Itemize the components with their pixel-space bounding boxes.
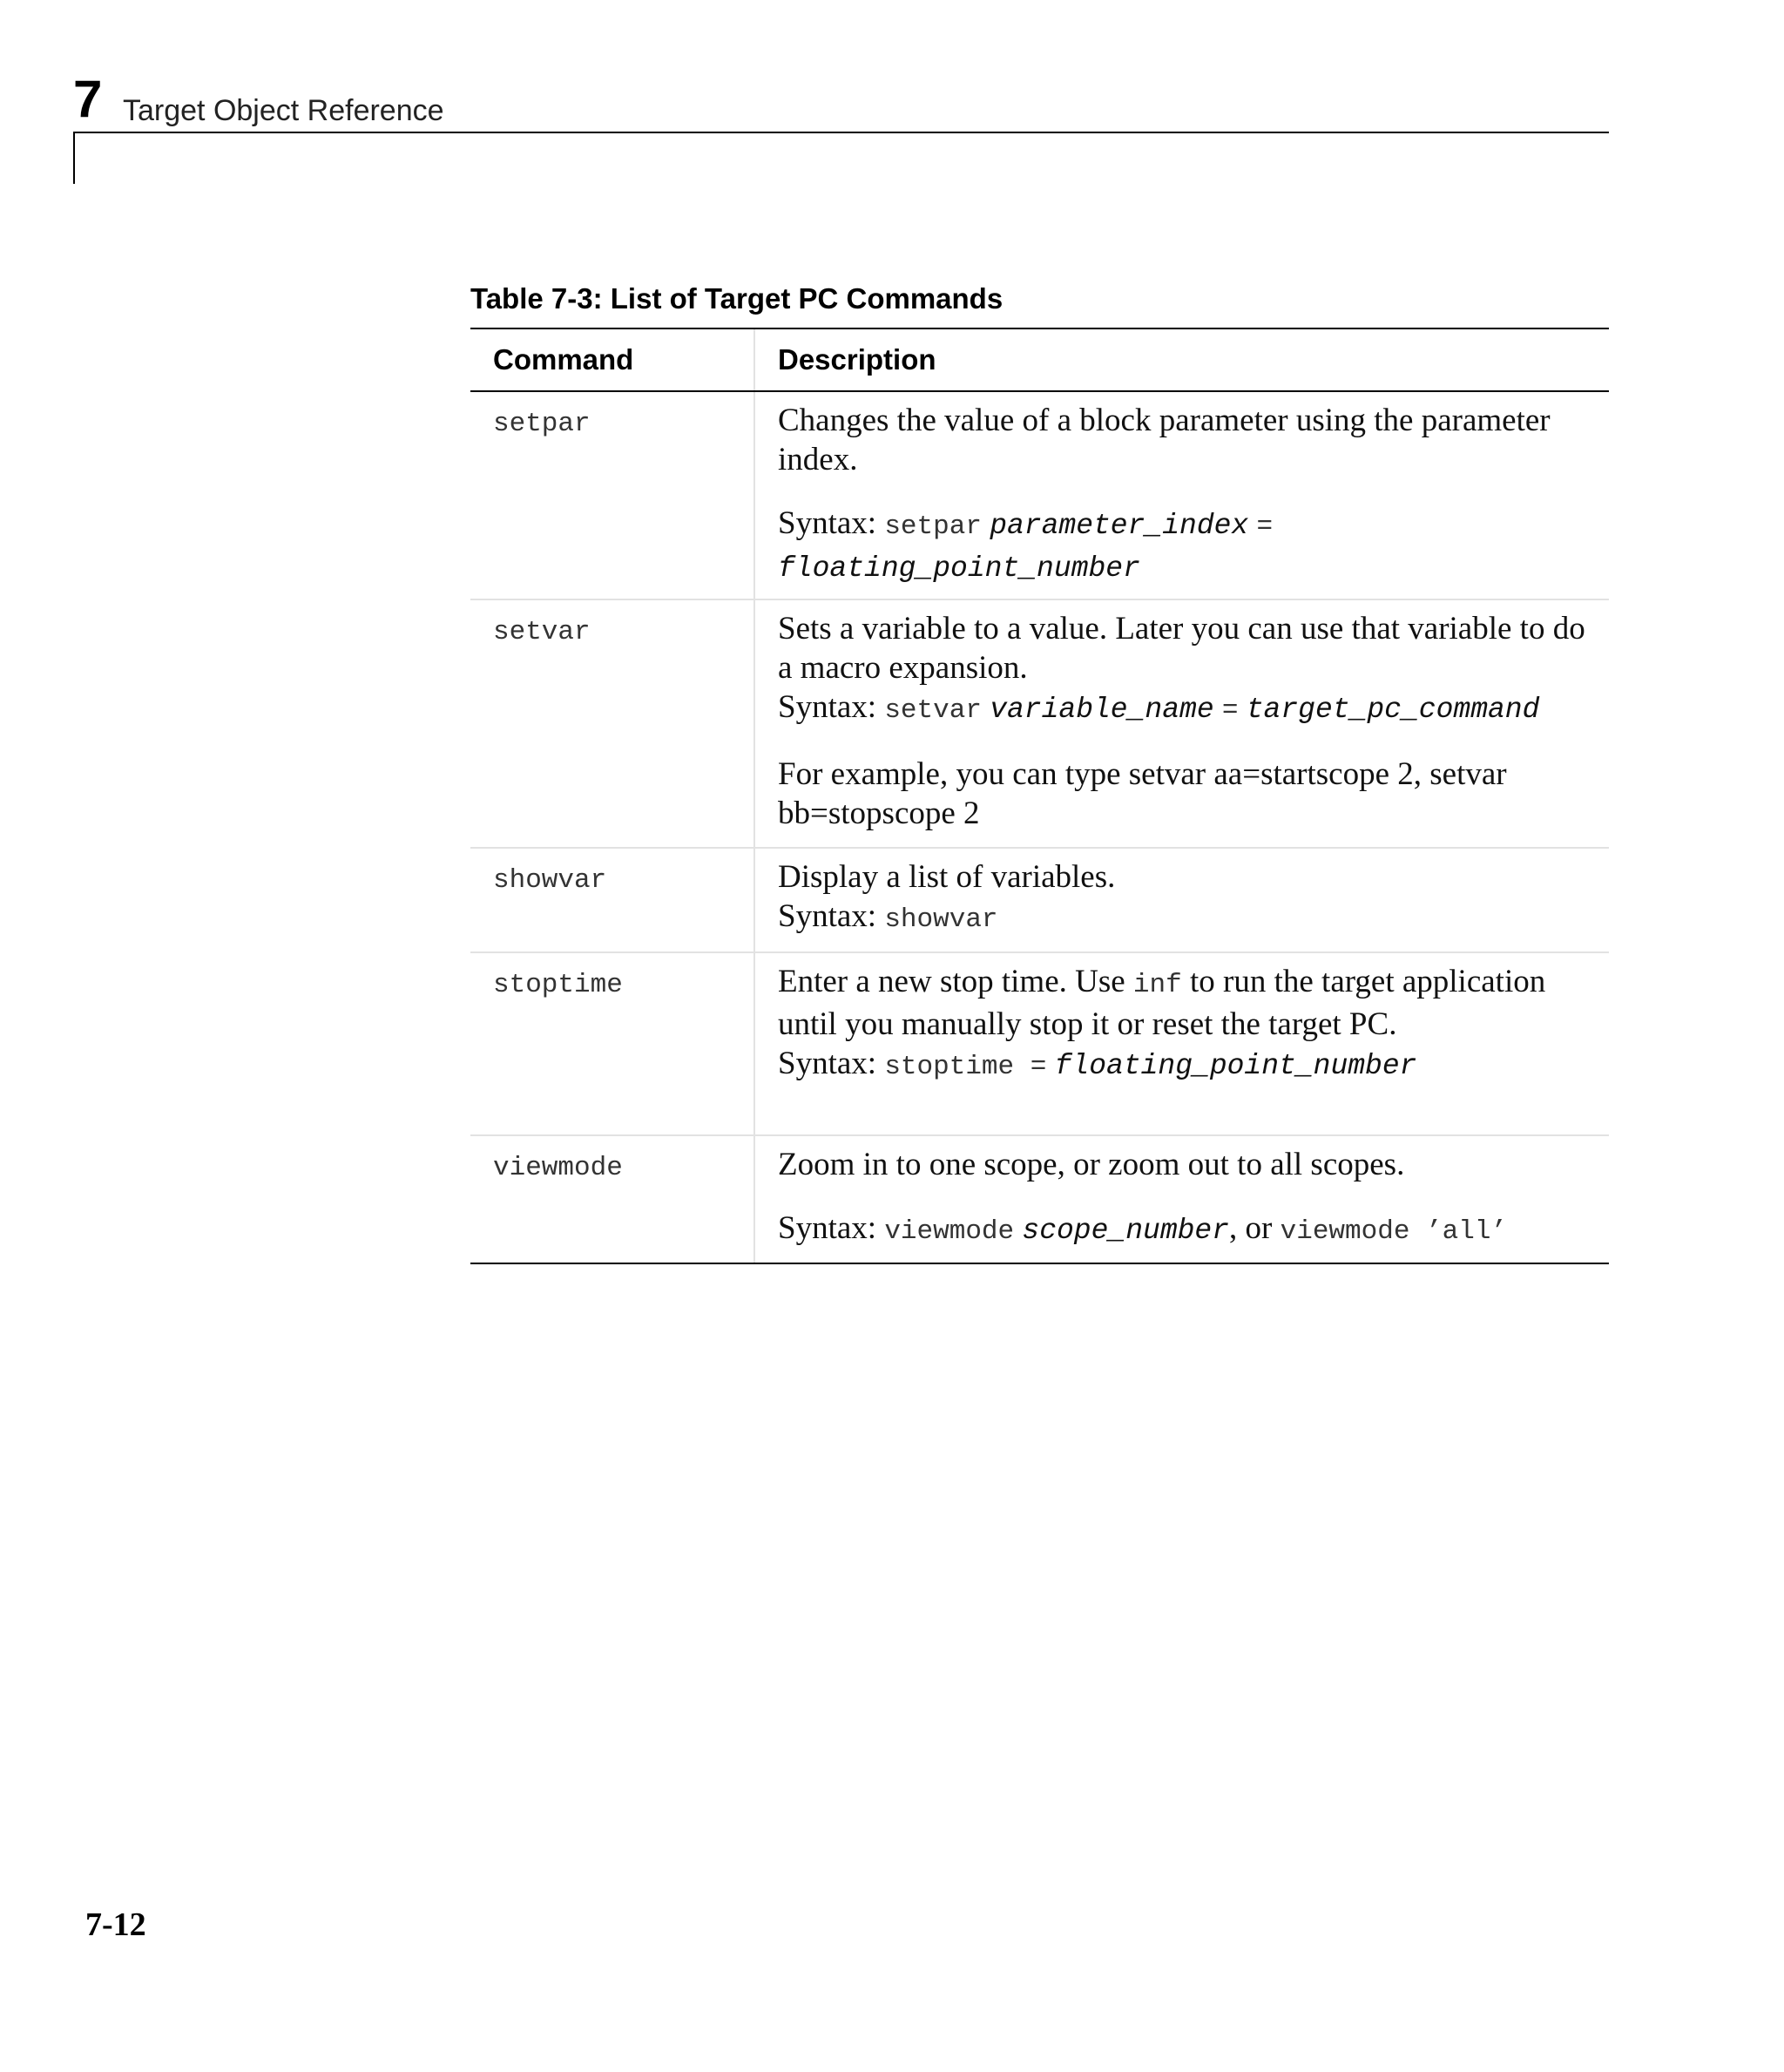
command-description	[755, 849, 1609, 951]
table-row	[470, 392, 1609, 600]
syntax-label: Syntax:	[778, 689, 877, 725]
syntax-arg: floating_point_number	[778, 552, 1140, 585]
syntax-code: stoptime =	[884, 1052, 1047, 1082]
header-vertical-rule	[73, 132, 75, 184]
syntax-arg: floating_point_number	[1054, 1050, 1417, 1082]
command-description	[755, 600, 1609, 847]
syntax-code: showvar	[884, 904, 998, 935]
syntax-arg: parameter_index	[990, 510, 1249, 542]
description-text-pre: Enter a new stop time. Use	[778, 964, 1125, 999]
syntax-code: setpar	[884, 511, 982, 542]
syntax-arg: variable_name	[990, 694, 1214, 726]
commands-table	[470, 328, 1609, 1264]
syntax-code: setvar	[884, 695, 982, 726]
syntax-equals: =	[1256, 511, 1274, 542]
command-description	[755, 392, 1609, 599]
syntax-arg: scope_number	[1022, 1215, 1230, 1247]
table-row	[470, 849, 1609, 953]
syntax-equals: =	[1221, 695, 1239, 726]
chapter-title: Target Object Reference	[123, 94, 444, 127]
chapter-number: 7	[73, 70, 103, 128]
description-text: Display a list of variables.	[778, 859, 1116, 895]
description-text: Sets a variable to a value. Later you can use that variable to do a macro expansion.	[778, 611, 1585, 686]
command-description	[755, 953, 1609, 1134]
syntax-or: , or	[1229, 1210, 1273, 1246]
inline-code: inf	[1132, 970, 1182, 1000]
description-text	[778, 962, 1591, 1044]
command-name: stoptime	[470, 953, 755, 1134]
syntax-label: Syntax:	[778, 898, 877, 934]
table-row	[470, 1136, 1609, 1263]
command-description	[755, 1136, 1609, 1263]
description-text-post: to run the target application until you manually stop it or reset the target PC.	[778, 964, 1546, 1042]
table-row	[470, 600, 1609, 849]
header-rule	[73, 132, 1609, 133]
syntax-line	[778, 1044, 1591, 1087]
command-name: setvar	[470, 600, 755, 847]
command-name: setpar	[470, 392, 755, 599]
example-text: For example, you can type setvar aa=startscope 2, setvar bb=stopscope 2	[778, 756, 1507, 831]
syntax-label: Syntax:	[778, 1046, 877, 1081]
syntax-code: viewmode	[884, 1216, 1015, 1247]
syntax-line	[778, 1209, 1591, 1251]
syntax-arg: target_pc_command	[1246, 694, 1540, 726]
syntax-label: Syntax:	[778, 1210, 877, 1246]
table-caption: Table 7-3: List of Target PC Commands	[470, 282, 1004, 315]
syntax-label: Syntax:	[778, 505, 877, 541]
syntax-line	[778, 897, 1591, 939]
description-text: Zoom in to one scope, or zoom out to all scopes.	[778, 1147, 1405, 1182]
syntax-line	[778, 504, 1591, 588]
syntax-line	[778, 687, 1591, 730]
command-name: showvar	[470, 849, 755, 951]
table-row	[470, 953, 1609, 1136]
description-text: Changes the value of a block parameter using the parameter index.	[778, 403, 1551, 477]
column-header-description: Description	[778, 343, 936, 376]
command-name: viewmode	[470, 1136, 755, 1263]
table-header-row	[470, 329, 1609, 392]
column-header-command: Command	[470, 329, 755, 390]
syntax-code: viewmode ’all’	[1280, 1216, 1508, 1247]
page-number: 7-12	[85, 1906, 146, 1943]
